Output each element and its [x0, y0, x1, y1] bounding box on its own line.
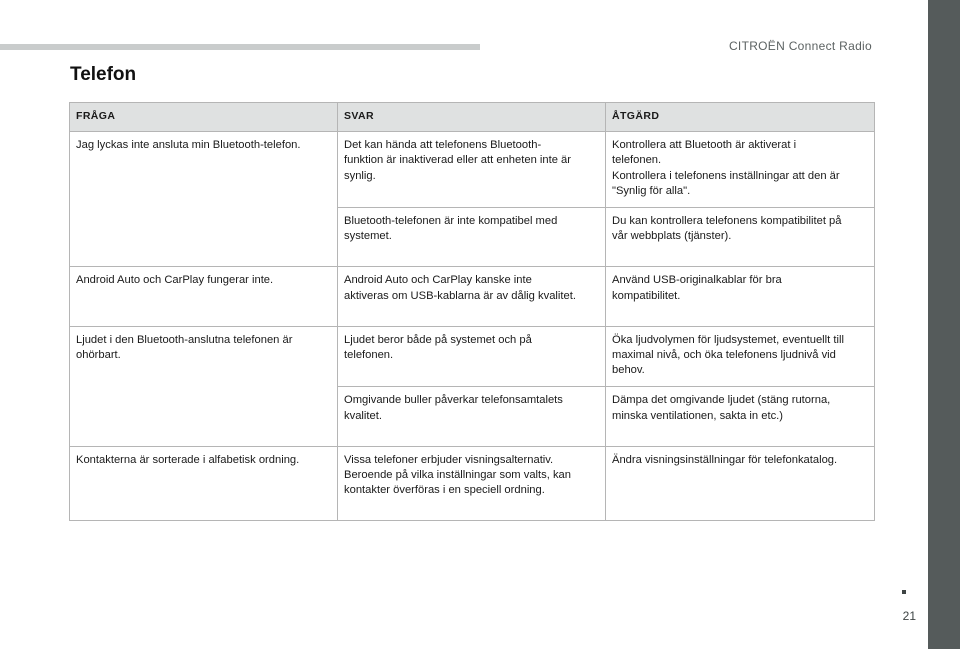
faq-table — [69, 102, 875, 521]
question-cell: Ljudet i den Bluetooth-anslutna telefonen är ohörbart. — [70, 326, 338, 446]
answer-text: Vissa telefoner erbjuder visningsalternativ. Beroende på vilka inställningar som valts, kan kontakter överföras i en speciell ordning. — [344, 453, 571, 497]
action-text: Dämpa det omgivande ljudet (stäng rutorna, minska ventilationen, sakta in etc.) — [612, 394, 831, 422]
action-cell — [606, 446, 875, 521]
answer-cell — [338, 387, 606, 446]
page-number: 21 — [902, 609, 916, 623]
table-row — [70, 446, 875, 521]
answer-text: Omgivande buller påverkar telefonsamtalets kvalitet. — [344, 394, 563, 422]
column-header-answer: SVAR — [338, 103, 606, 132]
answer-text: Ljudet beror både på systemet och på telefonen. — [344, 333, 532, 362]
answer-cell — [338, 132, 606, 208]
answer-cell — [338, 446, 606, 521]
answer-text: Bluetooth-telefonen är inte kompatibel med systemet. — [344, 215, 558, 243]
action-cell — [606, 267, 875, 326]
action-text: Ändra visningsinställningar för telefonkatalog. — [612, 453, 838, 466]
page-title: Telefon — [70, 64, 137, 85]
column-header-question: FRÅGA — [70, 103, 338, 132]
answer-cell — [338, 267, 606, 326]
header-rule — [0, 44, 480, 50]
column-header-action: ÅTGÄRD — [606, 103, 875, 132]
answer-cell — [338, 326, 606, 387]
page-dot-marker — [902, 590, 906, 594]
action-cell — [606, 387, 875, 446]
question-cell: Kontakterna är sorterade i alfabetisk ordning. — [70, 446, 338, 521]
action-cell — [606, 208, 875, 267]
table-row — [70, 132, 875, 208]
table-header-row — [70, 103, 875, 132]
question-cell: Jag lyckas inte ansluta min Bluetooth-telefon. — [70, 132, 338, 267]
answer-text: Android Auto och CarPlay kanske inte aktiveras om USB-kablarna är av dålig kvalitet. — [344, 274, 576, 302]
action-text: Kontrollera att Bluetooth är aktiverat i telefonen. Kontrollera i telefonens inställningar att den är "Synlig för alla". — [612, 139, 840, 197]
action-text: Använd USB-originalkablar för bra kompatibilitet. — [612, 274, 782, 302]
table-row — [70, 267, 875, 326]
table-row — [70, 326, 875, 387]
action-cell — [606, 132, 875, 208]
answer-text: Det kan hända att telefonens Bluetooth- funktion är inaktiverad eller att enheten inte är synlig. — [344, 139, 571, 182]
question-cell: Android Auto och CarPlay fungerar inte. — [70, 267, 338, 326]
header-brand: CITROËN Connect Radio — [728, 39, 872, 53]
action-cell — [606, 326, 875, 387]
answer-cell — [338, 208, 606, 267]
action-text: Öka ljudvolymen för ljudsystemet, eventuellt till maximal nivå, och öka telefonens ljudnivå vid behov. — [612, 333, 844, 377]
page-edge-bar — [928, 0, 960, 649]
action-text: Du kan kontrollera telefonens kompatibilitet på vår webbplats (tjänster). — [612, 215, 842, 243]
